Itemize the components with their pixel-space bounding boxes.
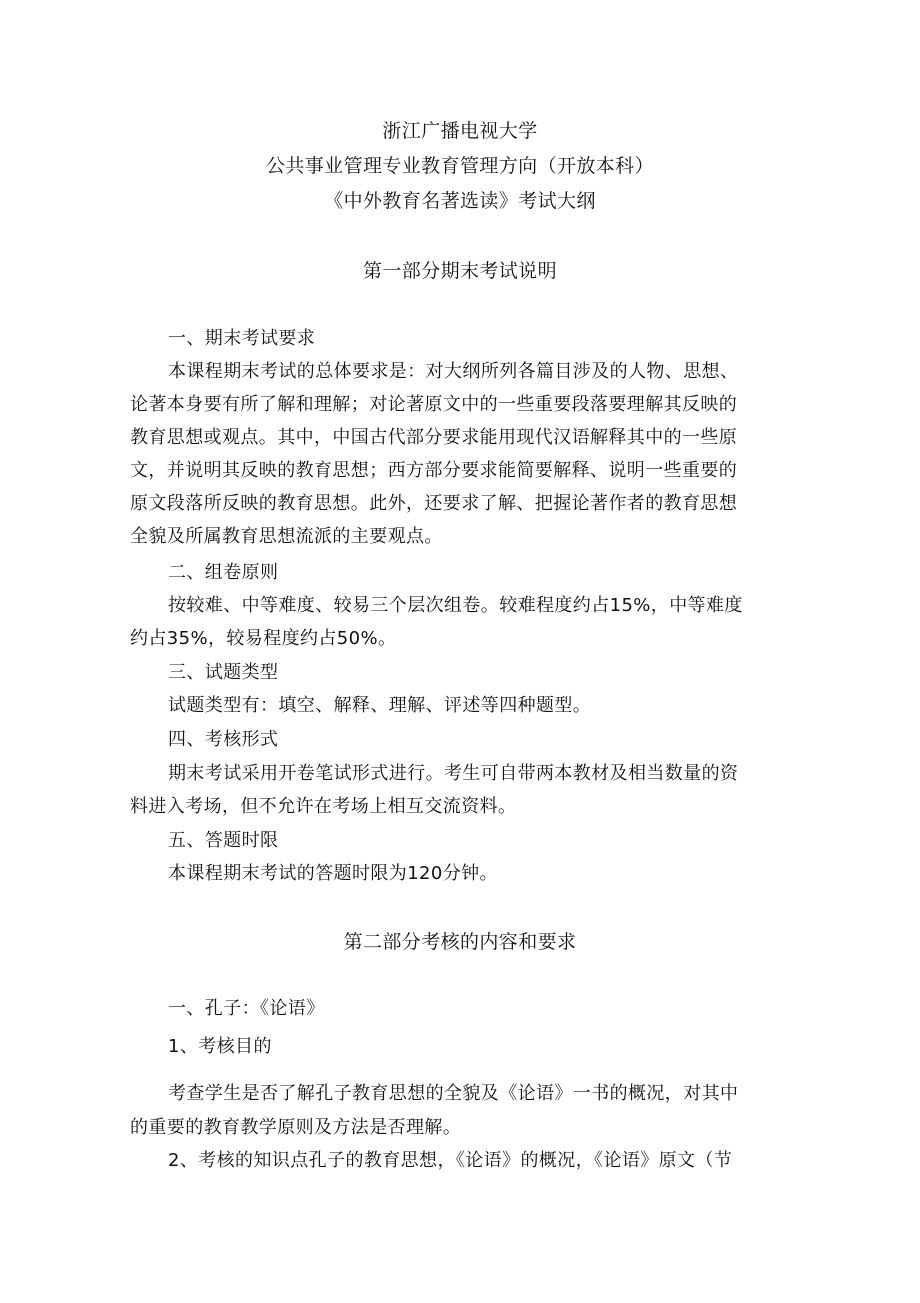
p2-s1-sub1: 1、考核目的 [168,1036,272,1057]
program-title: 公共事业管理专业教育管理方向（开放本科） [265,155,654,177]
part2-heading: 第二部分考核的内容和要求 [343,931,577,953]
p1-s3-heading: 三、试题类型 [168,662,279,683]
p1-s1-line: 教育思想或观点。其中，中国古代部分要求能用现代汉语解释其中的一些原 [130,427,738,448]
p2-s1-sub2: 2、考核的知识点孔子的教育思想，《论语》的概况，《论语》原文（节 [168,1150,733,1171]
exam-title: 《中外教育名著选读》考试大纲 [324,190,596,212]
p2-s1-heading: 一、孔子：《论语》 [168,998,325,1019]
p1-s4-heading: 四、考核形式 [168,729,279,750]
part1-heading: 第一部分期末考试说明 [362,260,557,282]
p1-s4-line: 料进入考场，但不允许在考场上相互交流资料。 [130,796,517,817]
p1-s1-line: 文，并说明其反映的教育思想；西方部分要求能简要解释、说明一些重要的 [130,460,738,481]
p1-s3-text: 试题类型有：填空、解释、理解、评述等四种题型。 [168,695,592,716]
p1-s2-line: 按较难、中等难度、较易三个层次组卷。较难程度约占15%，中等难度 [168,595,743,616]
p1-s5-text: 本课程期末考试的答题时限为120分钟。 [168,863,498,884]
p1-s1-line: 原文段落所反映的教育思想。此外，还要求了解、把握论著作者的教育思想 [130,493,738,514]
p1-s2-line: 约占35%，较易程度约占50%。 [130,628,397,649]
p1-s1-line: 论著本身要有所了解和理解；对论著原文中的一些重要段落要理解其反映的 [130,394,738,415]
p1-s2-heading: 二、组卷原则 [168,562,279,583]
p2-s1-line: 的重要的教育教学原则及方法是否理解。 [130,1117,462,1138]
p1-s1-heading: 一、期末考试要求 [168,328,316,349]
p1-s1-line: 全貌及所属教育思想流派的主要观点。 [130,526,443,547]
p1-s1-line: 本课程期末考试的总体要求是：对大纲所列各篇目涉及的人物、思想、 [168,361,739,382]
p1-s4-line: 期末考试采用开卷笔试形式进行。考生可自带两本教材及相当数量的资 [168,763,739,784]
p1-s5-heading: 五、答题时限 [168,830,279,851]
p2-s1-line: 考查学生是否了解孔子教育思想的全貌及《论语》一书的概况，对其中 [168,1083,739,1104]
university-title: 浙江广播电视大学 [382,120,538,142]
